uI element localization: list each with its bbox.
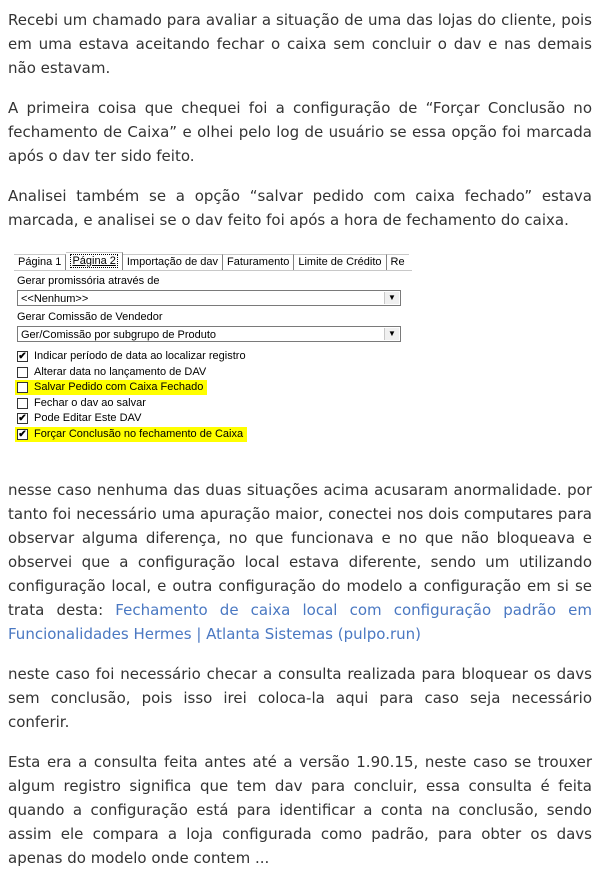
tab-re: Re — [387, 254, 409, 270]
checkbox-label: Alterar data no lançamento de DAV — [34, 365, 207, 378]
checkbox-list — [8, 349, 412, 442]
tab-limite-de-credito: Limite de Crédito — [294, 254, 386, 270]
checkbox-empty-icon — [17, 367, 28, 378]
settings-checkbox-row — [17, 396, 407, 412]
tab-pagina-2 — [66, 252, 122, 270]
settings-screenshot — [8, 252, 412, 452]
checkbox-label: Fechar o dav ao salvar — [34, 396, 146, 409]
promissoria-label: Gerar promissória através de — [17, 275, 160, 287]
checkbox-checked-icon: ✔ — [18, 413, 27, 425]
tab-pagina-2-label: Página 2 — [72, 255, 116, 267]
checkbox-label: Indicar período de data ao localizar registro — [34, 350, 246, 363]
checkbox-wrap — [17, 365, 208, 380]
checkbox-wrap — [17, 411, 143, 426]
settings-checkbox-row — [17, 365, 407, 381]
checkbox-wrap — [17, 396, 148, 411]
checkbox-label: Forçar Conclusão no fechamento de Caixa — [34, 427, 244, 440]
promissoria-select — [17, 290, 401, 306]
checkbox-empty-icon — [17, 382, 28, 393]
paragraph-6: Esta era a consulta feita antes até a versão 1.90.15, neste caso se trouxer algum registro significa que tem dav para concluir, essa consulta é feita quando a configuração está para identificar a conta na conclusão, sendo assim ele compara a loja configurada como padrão, para obter os davs apenas do modelo onde contem ... — [8, 753, 592, 867]
settings-tabs — [8, 252, 412, 270]
paragraph-2: A primeira coisa que chequei foi a configuração de “Forçar Conclusão no fechamento de Caixa” e olhei pelo log de usuário se essa opção foi marcada após o dav ter sido feito. — [8, 99, 592, 165]
settings-checkbox-row — [17, 411, 407, 427]
comissao-select — [17, 326, 401, 342]
checkbox-wrap — [15, 427, 247, 442]
checkbox-wrap — [15, 380, 207, 395]
paragraph-4 — [8, 478, 592, 646]
checkbox-checked-icon: ✔ — [18, 351, 27, 363]
comissao-label: Gerar Comissão de Vendedor — [17, 311, 163, 323]
dropdown-arrow-icon: ▼ — [384, 292, 399, 304]
paragraph-1: Recebi um chamado para avaliar a situação de uma das lojas do cliente, pois em uma estava aceitando fechar o caixa sem concluir o dav e nas demais não estavam. — [8, 11, 592, 77]
settings-checkbox-row — [17, 427, 407, 443]
tab-faturamento: Faturamento — [223, 254, 294, 270]
comissao-value: Ger/Comissão por subgrupo de Produto — [21, 329, 217, 341]
paragraph-5: neste caso foi necessário checar a consulta realizada para bloquear os davs sem conclusão, pois isso irei coloca-la aqui para caso seja necessário conferir. — [8, 665, 592, 731]
checkbox-checked-icon: ✔ — [18, 428, 27, 440]
dropdown-arrow-icon: ▼ — [384, 328, 399, 340]
checkbox-label: Pode Editar Este DAV — [34, 412, 142, 425]
settings-checkbox-row — [17, 349, 407, 365]
checkbox-label: Salvar Pedido com Caixa Fechado — [34, 381, 204, 394]
tab-importacao-de-dav: Importação de dav — [123, 254, 223, 270]
settings-checkbox-row — [17, 380, 407, 396]
checkbox-empty-icon — [17, 398, 28, 409]
tab-pagina-1: Página 1 — [14, 254, 66, 270]
paragraph-3: Analisei também se a opção “salvar pedido com caixa fechado” estava marcada, e analisei se o dav feito foi após a hora de fechamento do caixa. — [8, 187, 592, 229]
configuracao-link[interactable]: Fechamento de caixa local com configuração padrão em Funcionalidades Hermes | Atlanta Sistemas (pulpo.run) — [8, 601, 593, 643]
promissoria-value: <<Nenhum>> — [21, 293, 89, 305]
checkbox-wrap — [17, 349, 248, 364]
paragraph-4-text: nesse caso nenhuma das duas situações acima acusaram anormalidade. por tanto foi necessário uma apuração maior, conectei nos dois computares para observar alguma diferença, no que funcionava e no que não bloqueava e observei que a configuração local estava diferente, sendo um utilizando configuração local, e outra configuração do modelo a configuração em si se trata desta: — [8, 481, 592, 619]
tabs-divider — [14, 270, 412, 271]
